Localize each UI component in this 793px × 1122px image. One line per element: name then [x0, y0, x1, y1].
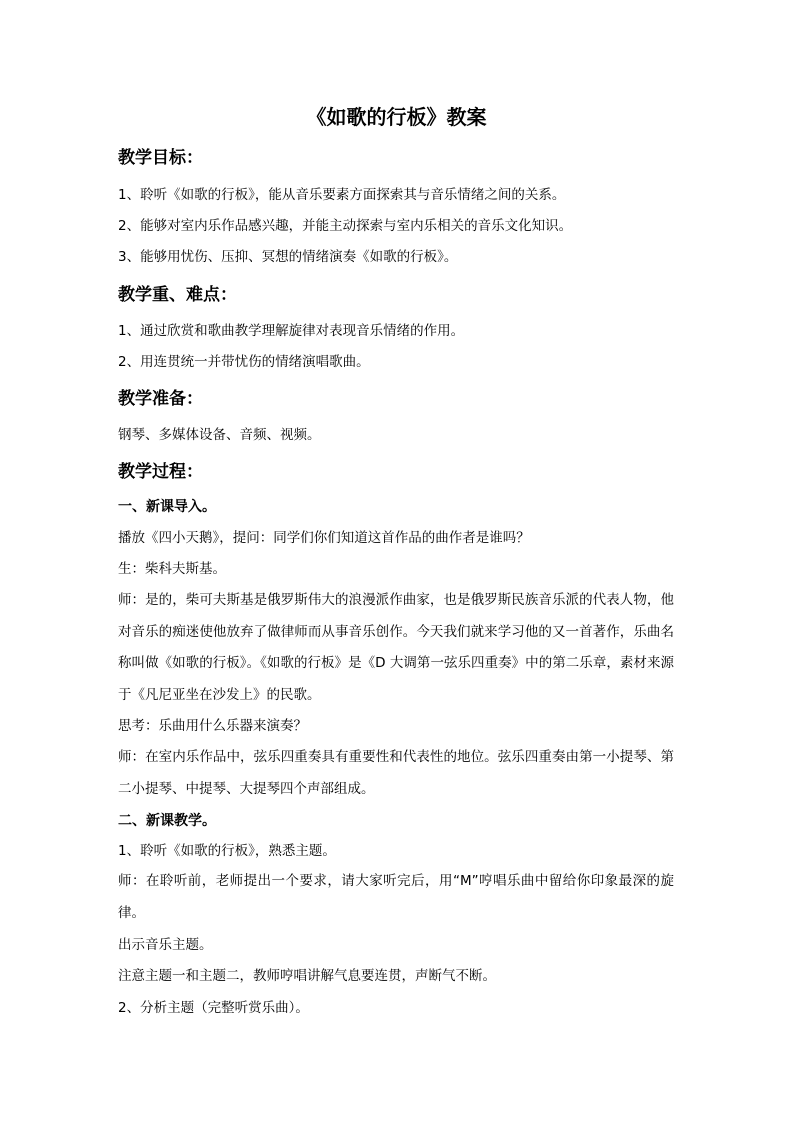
- part2-item-2: 2、分析主题（完整听赏乐曲）。: [118, 1000, 309, 1016]
- objective-item-3: 3、能够用忧伤、压抑、冥想的情绪演奏《如歌的行板》。: [118, 249, 458, 265]
- part2-heading: 二、新课教学。: [118, 813, 216, 829]
- key-point-item-1: 1、通过欣赏和歌曲教学理解旋律对表现音乐情绪的作用。: [118, 323, 465, 339]
- part1-teacher-paragraph: 师：是的，柴可夫斯基是俄罗斯伟大的浪漫派作曲家，也是俄罗斯民族音乐派的代表人物，他对音乐的痴迷使他放弃了做律师而从事音乐创作。今天我们就来学习他的又一首著作，乐曲名称叫做《如歌的行板》。《如歌的行板》是《D 大调第一弦乐四重奏》中的第二乐章，素材来源于《凡尼亚坐在沙发上》的民歌。: [118, 592, 674, 703]
- part2-show-theme: 出示音乐主题。: [118, 937, 213, 953]
- document-title: 《如歌的行板》教案: [306, 105, 487, 129]
- part1-heading: 一、新课导入。: [118, 499, 216, 515]
- part1-teacher-paragraph-2: 师：在室内乐作品中，弦乐四重奏具有重要性和代表性的地位。弦乐四重奏由第一小提琴、第二小提琴、中提琴、大提琴四个声部组成。: [118, 749, 674, 797]
- process-heading: 教学过程：: [118, 462, 203, 482]
- part2-item-1: 1、聆听《如歌的行板》，熟悉主题。: [118, 843, 336, 859]
- part1-student-answer: 生：柴科夫斯基。: [118, 561, 226, 577]
- key-point-item-2: 2、用连贯统一并带忧伤的情绪演唱歌曲。: [118, 354, 370, 370]
- objective-item-1: 1、聆听《如歌的行板》，能从音乐要素方面探索其与音乐情绪之间的关系。: [118, 187, 566, 203]
- part2-note: 注意主题一和主题二，教师哼唱讲解气息要连贯，声断气不断。: [118, 968, 496, 984]
- part1-question: 播放《四小天鹅》，提问：同学们你们知道这首作品的曲作者是谁吗？: [118, 530, 530, 546]
- objective-item-2: 2、能够对室内乐作品感兴趣，并能主动探索与室内乐相关的音乐文化知识。: [118, 218, 573, 234]
- part2-teacher-paragraph: 师：在聆听前，老师提出一个要求，请大家听完后，用“M”哼唱乐曲中留给你印象最深的旋律。: [118, 873, 674, 921]
- objectives-heading: 教学目标：: [118, 148, 203, 168]
- part1-think: 思考：乐曲用什么乐器来演奏？: [118, 718, 307, 734]
- key-points-heading: 教学重、难点：: [118, 285, 237, 305]
- preparation-heading: 教学准备：: [118, 389, 203, 409]
- preparation-text: 钢琴、多媒体设备、音频、视频。: [118, 427, 321, 443]
